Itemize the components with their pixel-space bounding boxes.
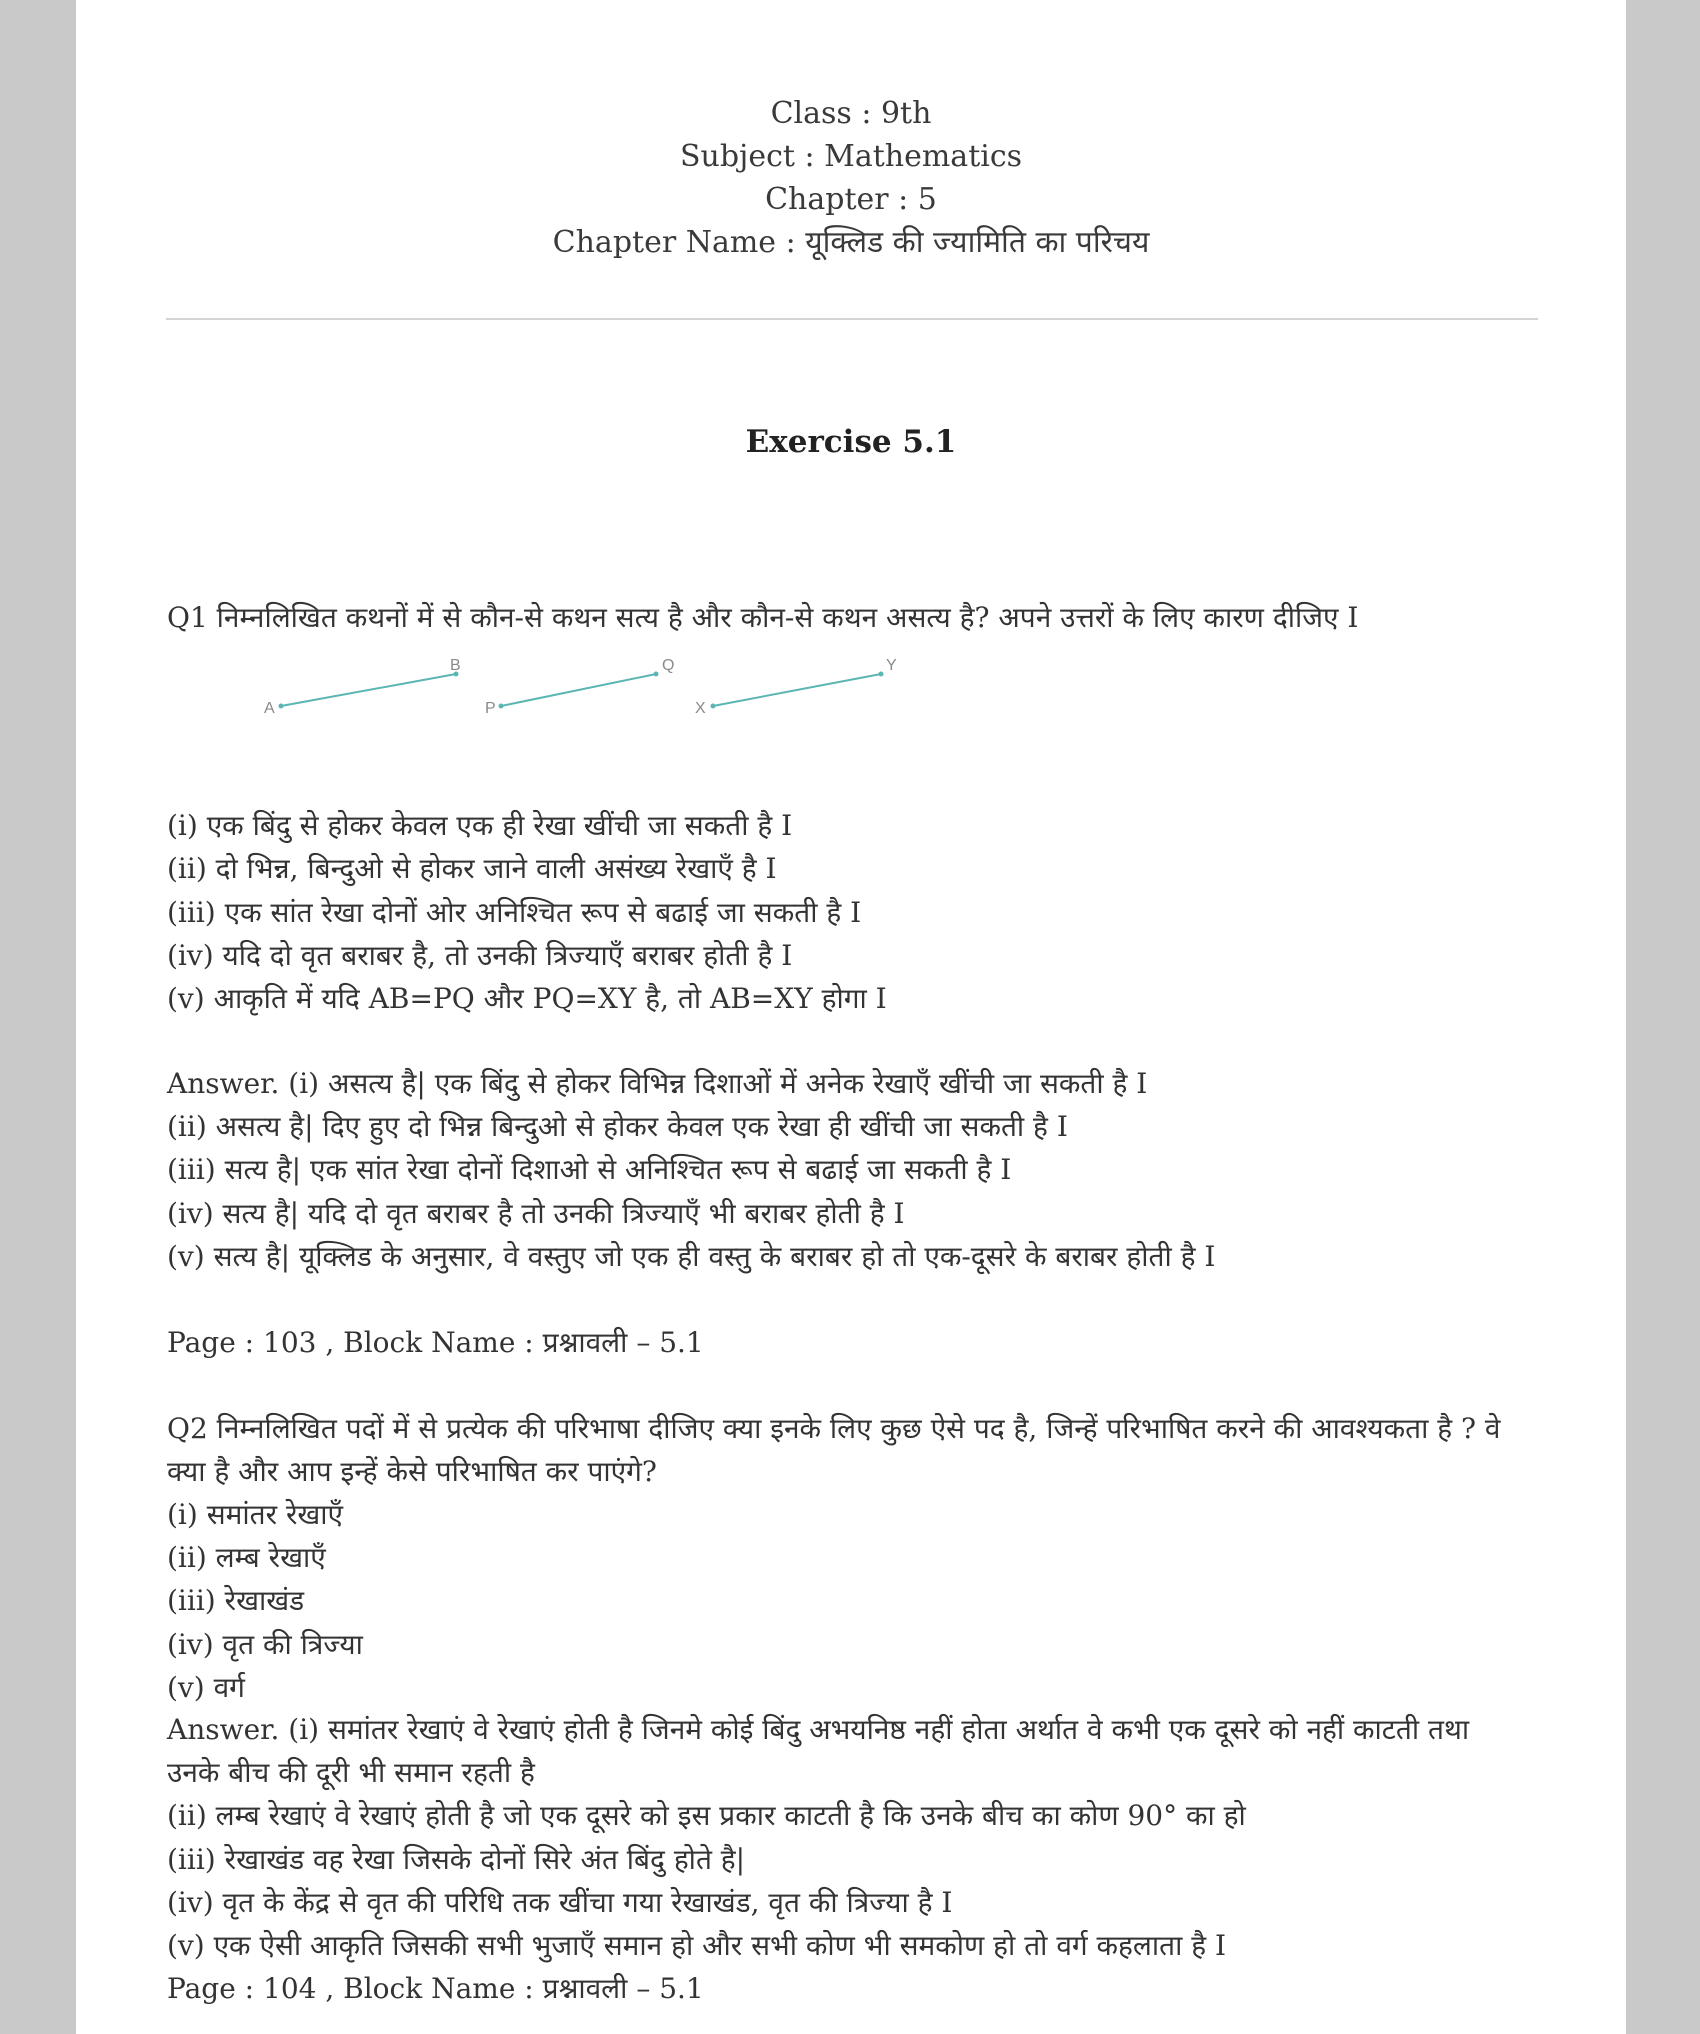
q2-answer-line: उनके बीच की दूरी भी समान रहती है — [167, 1756, 535, 1789]
label-q: Q — [662, 657, 675, 674]
q1-statement: (v) आकृति में यदि AB=PQ और PQ=XY है, तो AB=XY होगा I — [167, 982, 887, 1015]
q2-term: (i) समांतर रेखाएँ — [167, 1498, 344, 1531]
point-y — [879, 672, 884, 677]
subject-line: Subject : Mathematics — [679, 139, 1023, 174]
q2-term: (ii) लम्ब रेखाएँ — [167, 1541, 326, 1574]
q1-answer: (v) सत्य है| यूक्लिड के अनुसार, वे वस्तुए जो एक ही वस्तु के बराबर हो तो एक-दूसरे के बराबर होती है I — [167, 1240, 1216, 1273]
exercise-title: Exercise 5.1 — [745, 424, 957, 460]
class-line: Class : 9th — [770, 96, 932, 131]
q1-answer: (iv) सत्य है| यदि दो वृत बराबर है तो उनकी त्रिज्याएँ भी बराबर होती है I — [167, 1197, 905, 1230]
point-x — [711, 704, 716, 709]
q2-term: (iii) रेखाखंड — [167, 1584, 305, 1617]
segment-pq — [485, 657, 674, 717]
q2-answer-line: (v) एक ऐसी आकृति जिसकी सभी भुजाएँ समान हो और सभी कोण भी समकोण हो तो वर्ग कहलाता है I — [167, 1929, 1227, 1962]
q1-answer: (ii) असत्य है| दिए हुए दो भिन्न बिन्दुओ से होकर केवल एक रेखा ही खींची जा सकती है I — [167, 1110, 1068, 1143]
label-b: B — [450, 657, 461, 674]
q2-term: (iv) वृत की त्रिज्या — [167, 1628, 363, 1661]
line-segments-figure — [176, 650, 936, 730]
q1-statement: (i) एक बिंदु से होकर केवल एक ही रेखा खींची जा सकती है I — [167, 809, 793, 842]
q1-answer: (iii) सत्य है| एक सांत रेखा दोनों दिशाओ से अनिश्चित रूप से बढाई जा सकती है I — [167, 1153, 1012, 1186]
q1-statement: (iii) एक सांत रेखा दोनों ओर अनिश्चित रूप से बढाई जा सकती है I — [167, 896, 862, 929]
q2-answer-line: Answer. (i) समांतर रेखाएं वे रेखाएं होती है जिनमे कोई बिंदु अभयनिष्ठ नहीं होता अर्थात वे कभी एक दूसरे को नहीं काटती तथा — [167, 1713, 1470, 1746]
segment-ab — [264, 657, 461, 717]
q2-answer-line: (ii) लम्ब रेखाएं वे रेखाएं होती है जो एक दूसरे को इस प्रकार काटती है कि उनके बीच का कोण 90° का हो — [167, 1799, 1246, 1832]
q1-answer: Answer. (i) असत्य है| एक बिंदु से होकर विभिन्न दिशाओं में अनेक रेखाएँ खींची जा सकती है I — [167, 1067, 1148, 1100]
chapter-name-line: Chapter Name : यूक्लिड की ज्यामिति का परिचय — [552, 225, 1150, 260]
page-header — [76, 92, 1626, 264]
chapter-line: Chapter : 5 — [765, 182, 937, 217]
q1-page-reference: Page : 103 , Block Name : प्रश्नावली – 5.1 — [167, 1326, 704, 1359]
point-p — [499, 704, 504, 709]
point-q — [654, 672, 659, 677]
label-x: X — [695, 700, 706, 717]
q1-question: Q1 निम्नलिखित कथनों में से कौन-से कथन सत्य है और कौन-से कथन असत्य है? अपने उत्तरों के लिए कारण दीजिए I — [167, 601, 1359, 634]
point-a — [279, 704, 284, 709]
q2-question-line: Q2 निम्नलिखित पदों में से प्रत्येक की परिभाषा दीजिए क्या इनके लिए कुछ ऐसे पद है, जिन्हें परिभाषित करने की आवश्यकता है ? वे — [167, 1412, 1501, 1445]
label-a: A — [264, 700, 275, 717]
label-y: Y — [886, 657, 897, 674]
segment-xy — [695, 657, 897, 717]
q1-statement: (iv) यदि दो वृत बराबर है, तो उनकी त्रिज्याएँ बराबर होती है I — [167, 939, 793, 972]
q2-term: (v) वर्ग — [167, 1671, 245, 1704]
q2-question-line: क्या है और आप इन्हें केसे परिभाषित कर पाएंगे? — [167, 1455, 657, 1488]
q1-statement: (ii) दो भिन्न, बिन्दुओ से होकर जाने वाली असंख्य रेखाएँ है I — [167, 852, 777, 885]
q2-answer-line: (iv) वृत के केंद्र से वृत की परिधि तक खींचा गया रेखाखंड, वृत की त्रिज्या है I — [167, 1886, 953, 1919]
q2-page-reference: Page : 104 , Block Name : प्रश्नावली – 5.1 — [167, 1972, 704, 2005]
label-p: P — [485, 700, 496, 717]
header-divider — [166, 318, 1538, 320]
q2-answer-line: (iii) रेखाखंड वह रेखा जिसके दोनों सिरे अंत बिंदु होते है| — [167, 1843, 746, 1876]
document-page — [76, 0, 1626, 2034]
